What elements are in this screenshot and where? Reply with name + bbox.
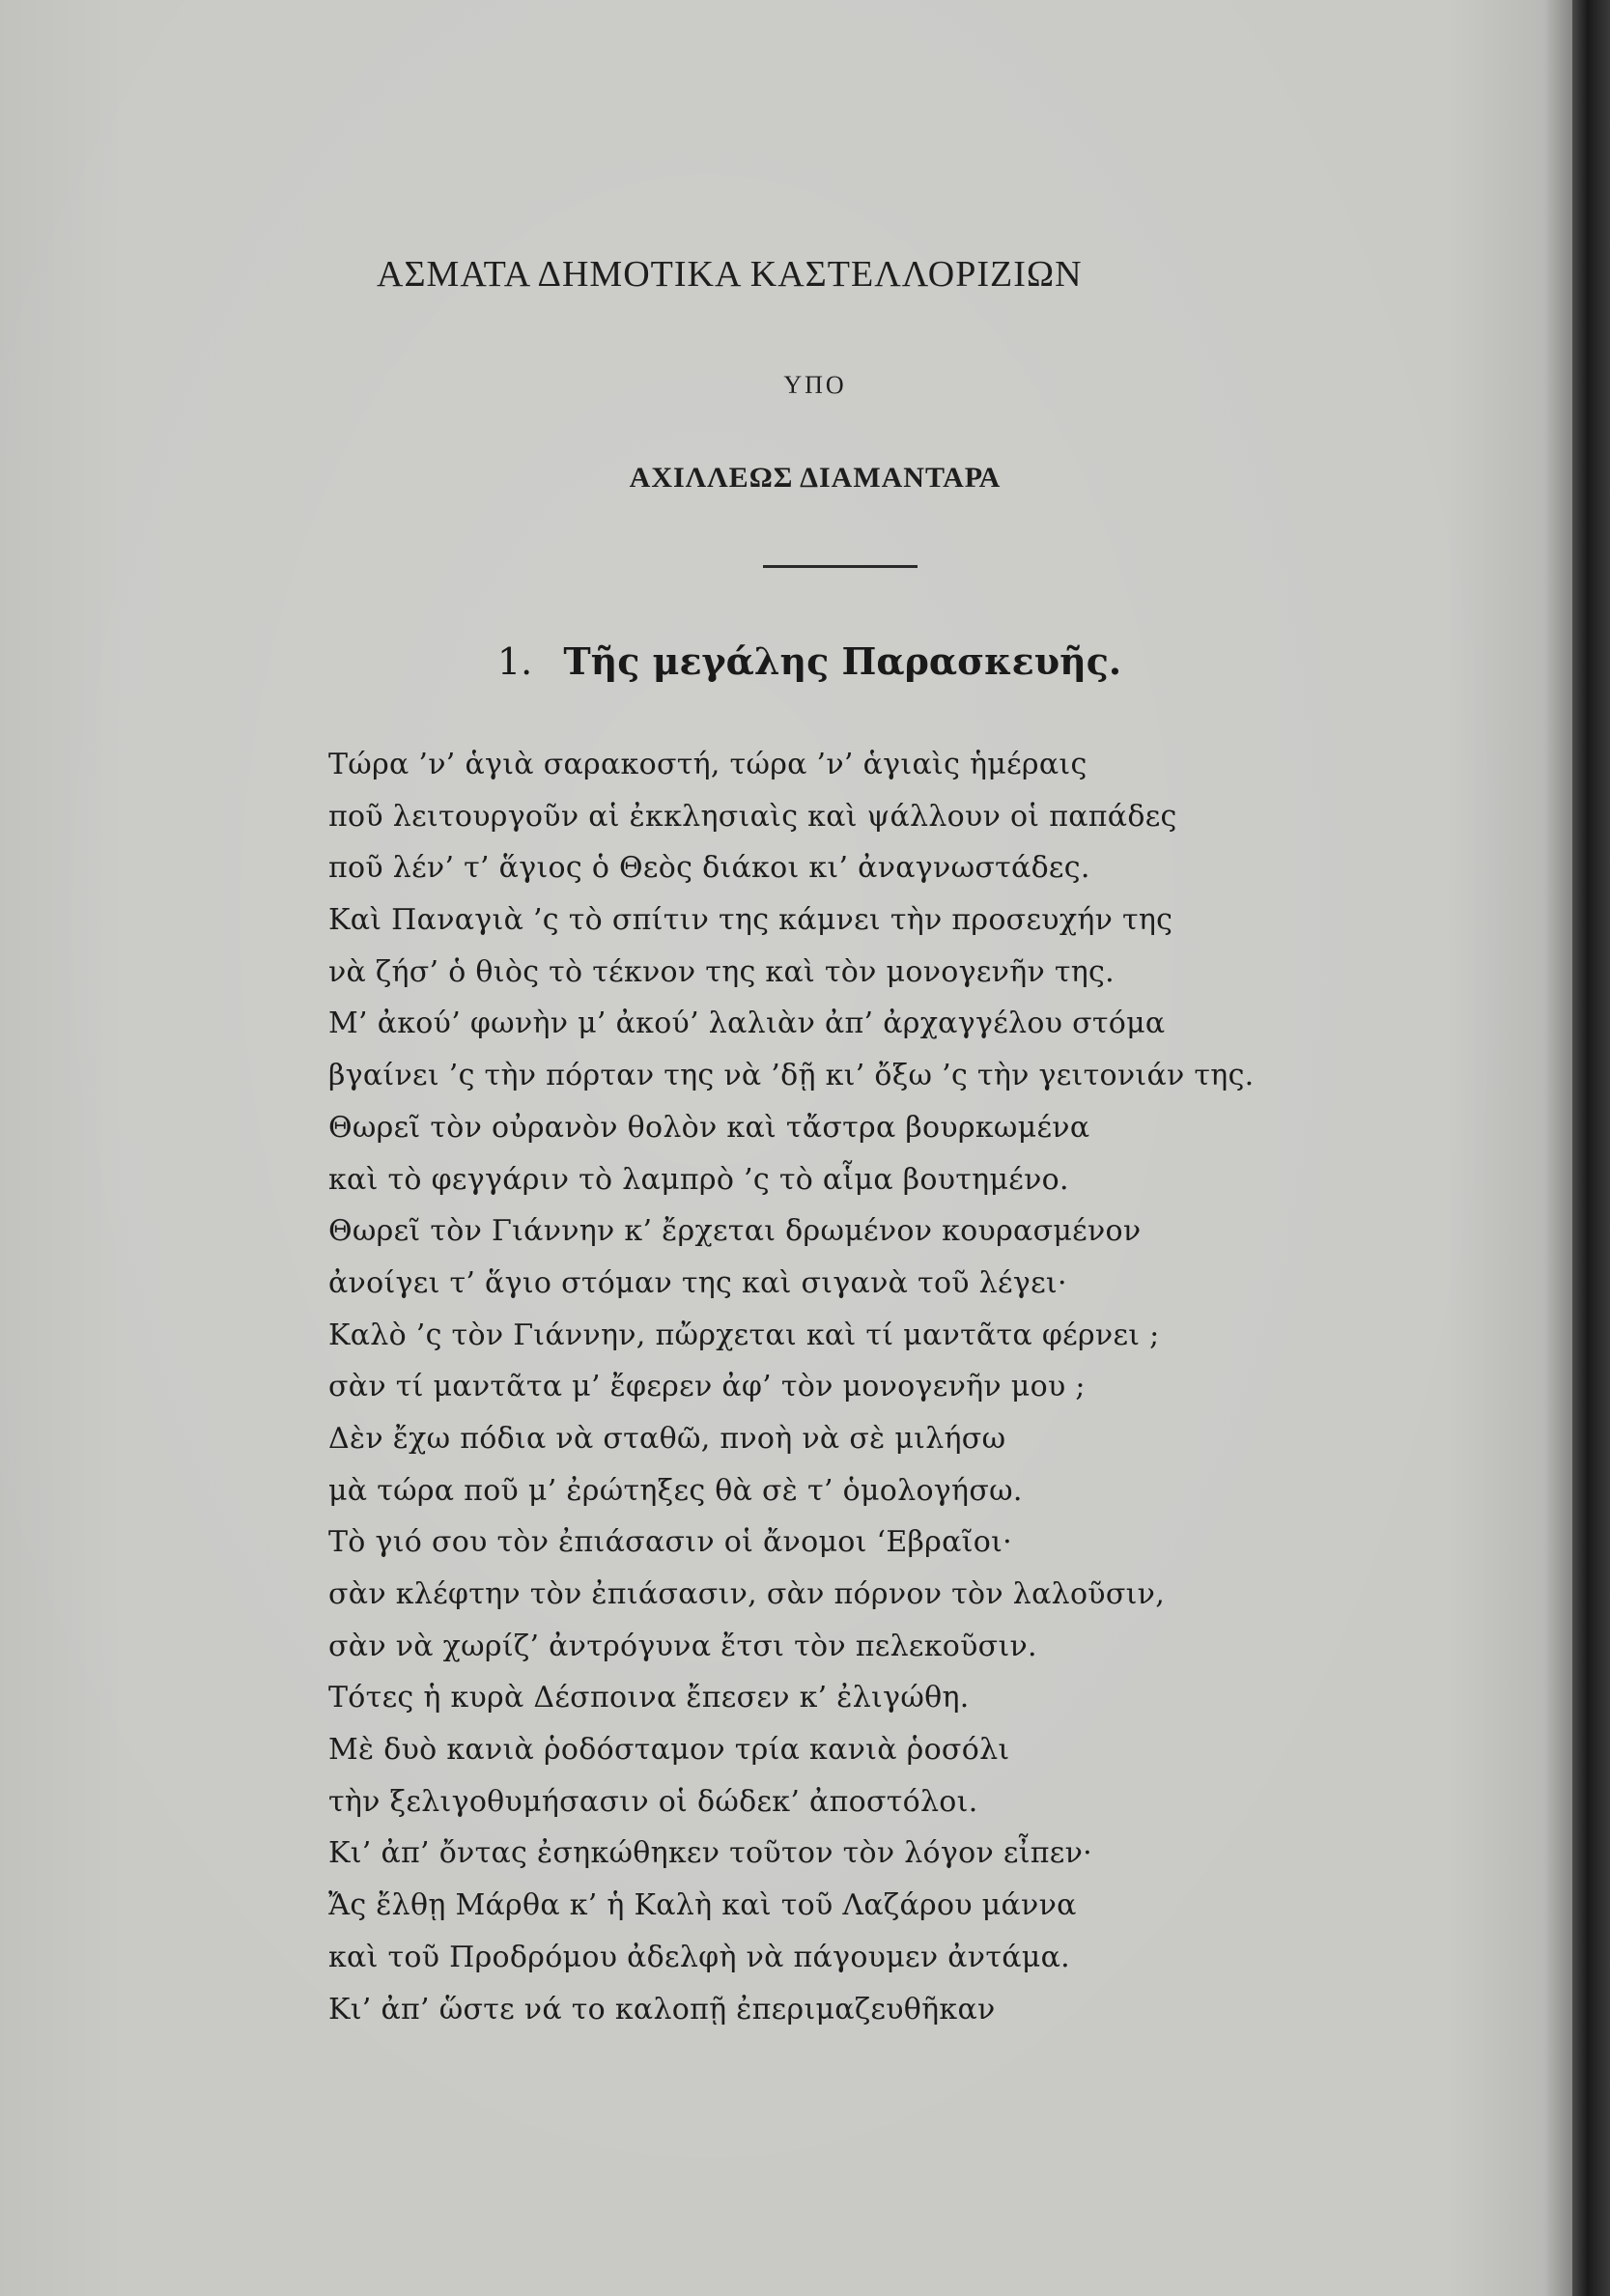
poem-line: Θωρεῖ τὸν οὐρανὸν θολὸν καὶ τἄστρα βουρκωμένα [328,1110,1090,1145]
poem-line: Θωρεῖ τὸν Γιάννην κ’ ἔρχεται δρωμένον κουρασμένον [328,1214,1142,1249]
poem-line: σὰν κλέφτην τὸν ἐπιάσασιν, σὰν πόρνον τὸν λαλοῦσιν, [328,1577,1166,1611]
byline: ΥΠΟ [783,371,847,399]
poem-line: ποῦ λέν’ τ’ ἅγιος ὁ Θεὸς διάκοι κι’ ἀναγνωστάδες. [328,851,1090,886]
section-heading [497,639,1121,683]
poem-line: ποῦ λειτουργοῦν αἱ ἐκκλησιαὶς καὶ ψάλλουν οἱ παπάδες [328,799,1177,834]
poem-line: Τώρα ’ν’ ἁγιὰ σαρακοστή, τώρα ’ν’ ἁγιαὶς ἡμέραις [328,748,1087,781]
poem-line: Τότες ἡ κυρὰ Δέσποινα ἔπεσεν κ’ ἐλιγώθη. [328,1681,970,1715]
poem-line: τὴν ξελιγοθυμήσασιν οἱ δώδεκ’ ἀποστόλοι. [328,1784,978,1819]
poem-line: Δὲν ἔχω πόδια νὰ σταθῶ, πνοὴ νὰ σὲ μιλήσω [328,1421,1006,1456]
poem-line: καὶ τοῦ Προδρόμου ἀδελφὴ νὰ πάγουμεν ἀντάμα. [328,1940,1070,1974]
section-number: 1. [497,640,533,683]
poem-line: μὰ τώρα ποῦ μ’ ἐρώτηξες θὰ σὲ τ’ ὁμολογήσω. [328,1473,1023,1508]
poem-line: Κι’ ἀπ’ ὥστε νά το καλοπῇ ἐπεριμαζευθῆκαν [328,1992,996,2027]
poem-line: Καὶ Παναγιὰ ’ς τὸ σπίτιν της κάμνει τὴν προσευχήν της [328,903,1173,938]
poem-line: Μὲ δυὸ κανιὰ ῥοδόσταμον τρία κανιὰ ῥοσόλι [328,1733,1010,1768]
poem-line: Ἄς ἔλθῃ Μάρθα κ’ ἡ Καλὴ καὶ τοῦ Λαζάρου μάννα [328,1888,1077,1923]
poem-line: Μ’ ἀκού’ φωνὴν μ’ ἀκού’ λαλιὰν ἀπ’ ἀρχαγγέλου στόμα [328,1006,1166,1041]
poem-text [328,739,1555,2035]
divider-rule [763,565,918,568]
poem-line: Κι’ ἀπ’ ὄντας ἐσηκώθηκεν τοῦτον τὸν λόγον εἶπεν· [328,1836,1092,1871]
author-name: ΑΧΙΛΛΕΩΣ ΔΙΑΜΑΝΤΑΡΑ [629,462,1002,494]
poem-line: Τὸ γιό σου τὸν ἐπιάσασιν οἱ ἄνομοι ‘Εβραῖοι· [328,1525,1013,1560]
page-title: ΑΣΜΑΤΑ ΔΗΜΟΤΙΚΑ ΚΑΣΤΕΛΛΟΡΙΖΙΩΝ [377,254,1083,295]
poem-line: Καλὸ ’ς τὸν Γιάννην, πὤρχεται καὶ τί μαντᾶτα φέρνει ; [328,1318,1160,1352]
poem-line: καὶ τὸ φεγγάριν τὸ λαμπρὸ ’ς τὸ αἷμα βουτημένο. [328,1162,1069,1197]
book-edge [1572,0,1610,2296]
poem-line: βγαίνει ’ς τὴν πόρταν της νὰ ’δῇ κι’ ὄξω ’ς τὴν γειτονιάν της. [328,1059,1255,1093]
poem-line: σὰν νὰ χωρίζ’ ἀντρόγυνα ἔτσι τὸν πελεκοῦσιν. [328,1629,1037,1663]
section-title: Τῆς μεγάλης Παρασκευῆς. [563,639,1122,683]
poem-line: νὰ ζήσ’ ὁ θιὸς τὸ τέκνον της καὶ τὸν μονογενῆν της. [328,954,1115,989]
poem-line: ἀνοίγει τ’ ἅγιο στόμαν της καὶ σιγανὰ τοῦ λέγει· [328,1265,1067,1300]
poem-line: σὰν τί μαντᾶτα μ’ ἔφερεν ἀφ’ τὸν μονογενῆν μου ; [328,1370,1086,1404]
